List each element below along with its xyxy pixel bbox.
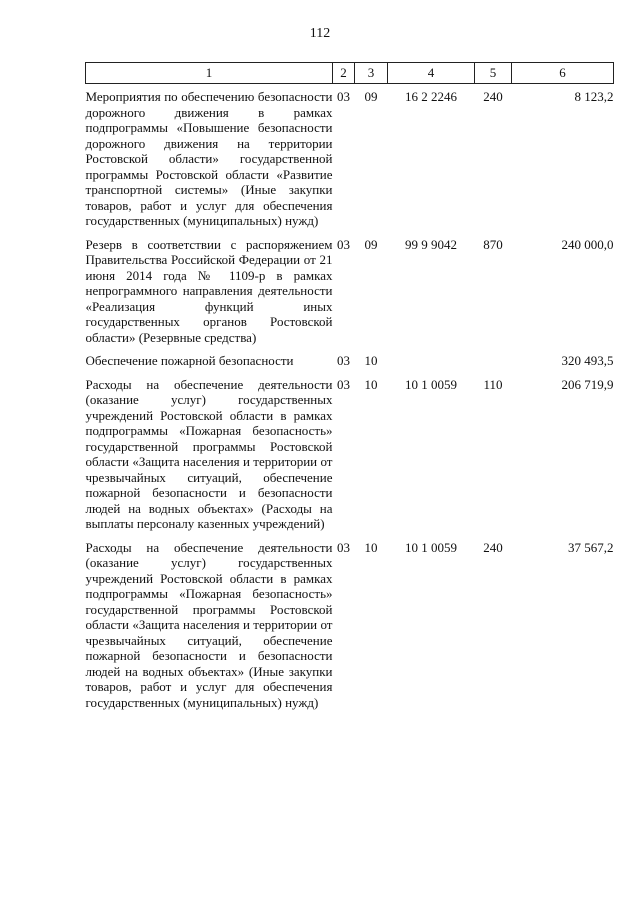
row-description: Расходы на обеспечение деятельности (оказание услуг) государственных учреждений Ростовской области в рамках подпрограммы «Пожарная безопасность» государственной программы Ростовской области «Защита населения и территории от чрезвычайных ситуаций, обеспечение пожарной безопасности и безопасности людей на водных объектах» (Расходы на выплаты персоналу казенных учреждений) bbox=[85, 376, 333, 531]
row-subsection: 09 bbox=[364, 236, 378, 252]
row-expense-type bbox=[475, 348, 512, 372]
row-section: 03 bbox=[337, 236, 350, 252]
row-amount: 320 493,5 bbox=[561, 353, 614, 368]
row-target-code: 10 1 0059 bbox=[405, 539, 457, 555]
header-col-4: 4 bbox=[388, 63, 475, 84]
header-col-2: 2 bbox=[333, 63, 355, 84]
row-expense-type: 240 bbox=[483, 89, 503, 104]
row-amount: 240 000,0 bbox=[561, 236, 614, 252]
row-amount: 8 123,2 bbox=[574, 89, 614, 104]
row-section: 03 bbox=[337, 539, 350, 555]
row-expense-type: 240 bbox=[483, 539, 503, 555]
row-description: Мероприятия по обеспечению безопасности дорожного движения в рамках подпрограммы «Повышение безопасности дорожного движения на территории Ростовской области» государственной программы Ростовской области «Развитие транспортной системы» (Иные закупки товаров, работ и услуг для обеспечения государственных (муниципальных) нужд) bbox=[85, 89, 333, 228]
row-target-code: 16 2 2246 bbox=[405, 89, 457, 104]
row-section: 03 bbox=[337, 89, 350, 104]
table-row bbox=[86, 84, 614, 232]
table-row bbox=[86, 348, 614, 372]
table-row bbox=[86, 535, 614, 714]
page-number: 112 bbox=[309, 26, 331, 41]
header-col-3: 3 bbox=[355, 63, 388, 84]
row-section: 03 bbox=[337, 376, 350, 392]
row-description: Обеспечение пожарной безопасности bbox=[85, 353, 294, 368]
row-expense-type: 110 bbox=[483, 376, 503, 392]
table-row bbox=[86, 372, 614, 535]
row-subsection: 10 bbox=[364, 353, 378, 368]
row-subsection: 10 bbox=[364, 376, 378, 392]
table-row bbox=[86, 232, 614, 349]
row-subsection: 09 bbox=[364, 89, 378, 104]
row-amount: 206 719,9 bbox=[561, 376, 614, 392]
row-expense-type: 870 bbox=[483, 236, 503, 252]
row-amount: 37 567,2 bbox=[568, 539, 614, 555]
header-col-6: 6 bbox=[512, 63, 614, 84]
row-target-code: 99 9 9042 bbox=[405, 236, 457, 252]
row-target-code bbox=[388, 348, 475, 372]
row-subsection: 10 bbox=[364, 539, 378, 555]
header-col-5: 5 bbox=[475, 63, 512, 84]
header-col-1: 1 bbox=[86, 63, 333, 84]
row-description: Расходы на обеспечение деятельности (оказание услуг) государственных учреждений Ростовской области в рамках подпрограммы «Пожарная безопасность» государственной программы Ростовской области «Защита населения и территории от чрезвычайных ситуаций, обеспечение пожарной безопасности и безопасности людей на водных объектах» (Иные закупки товаров, работ и услуг для обеспечения государственных (муниципальных) нужд) bbox=[85, 539, 333, 710]
header-row bbox=[86, 63, 614, 84]
row-description: Резерв в соответствии с распоряжением Правительства Российской Федерации от 21 июня 2014 года № 1109-р в рамках непрограммного направления деятельности «Реализация функций иных государственных органов Ростовской области» (Резервные средства) bbox=[85, 236, 333, 345]
row-section: 03 bbox=[337, 353, 350, 368]
row-target-code: 10 1 0059 bbox=[405, 376, 457, 392]
budget-table bbox=[85, 62, 614, 713]
